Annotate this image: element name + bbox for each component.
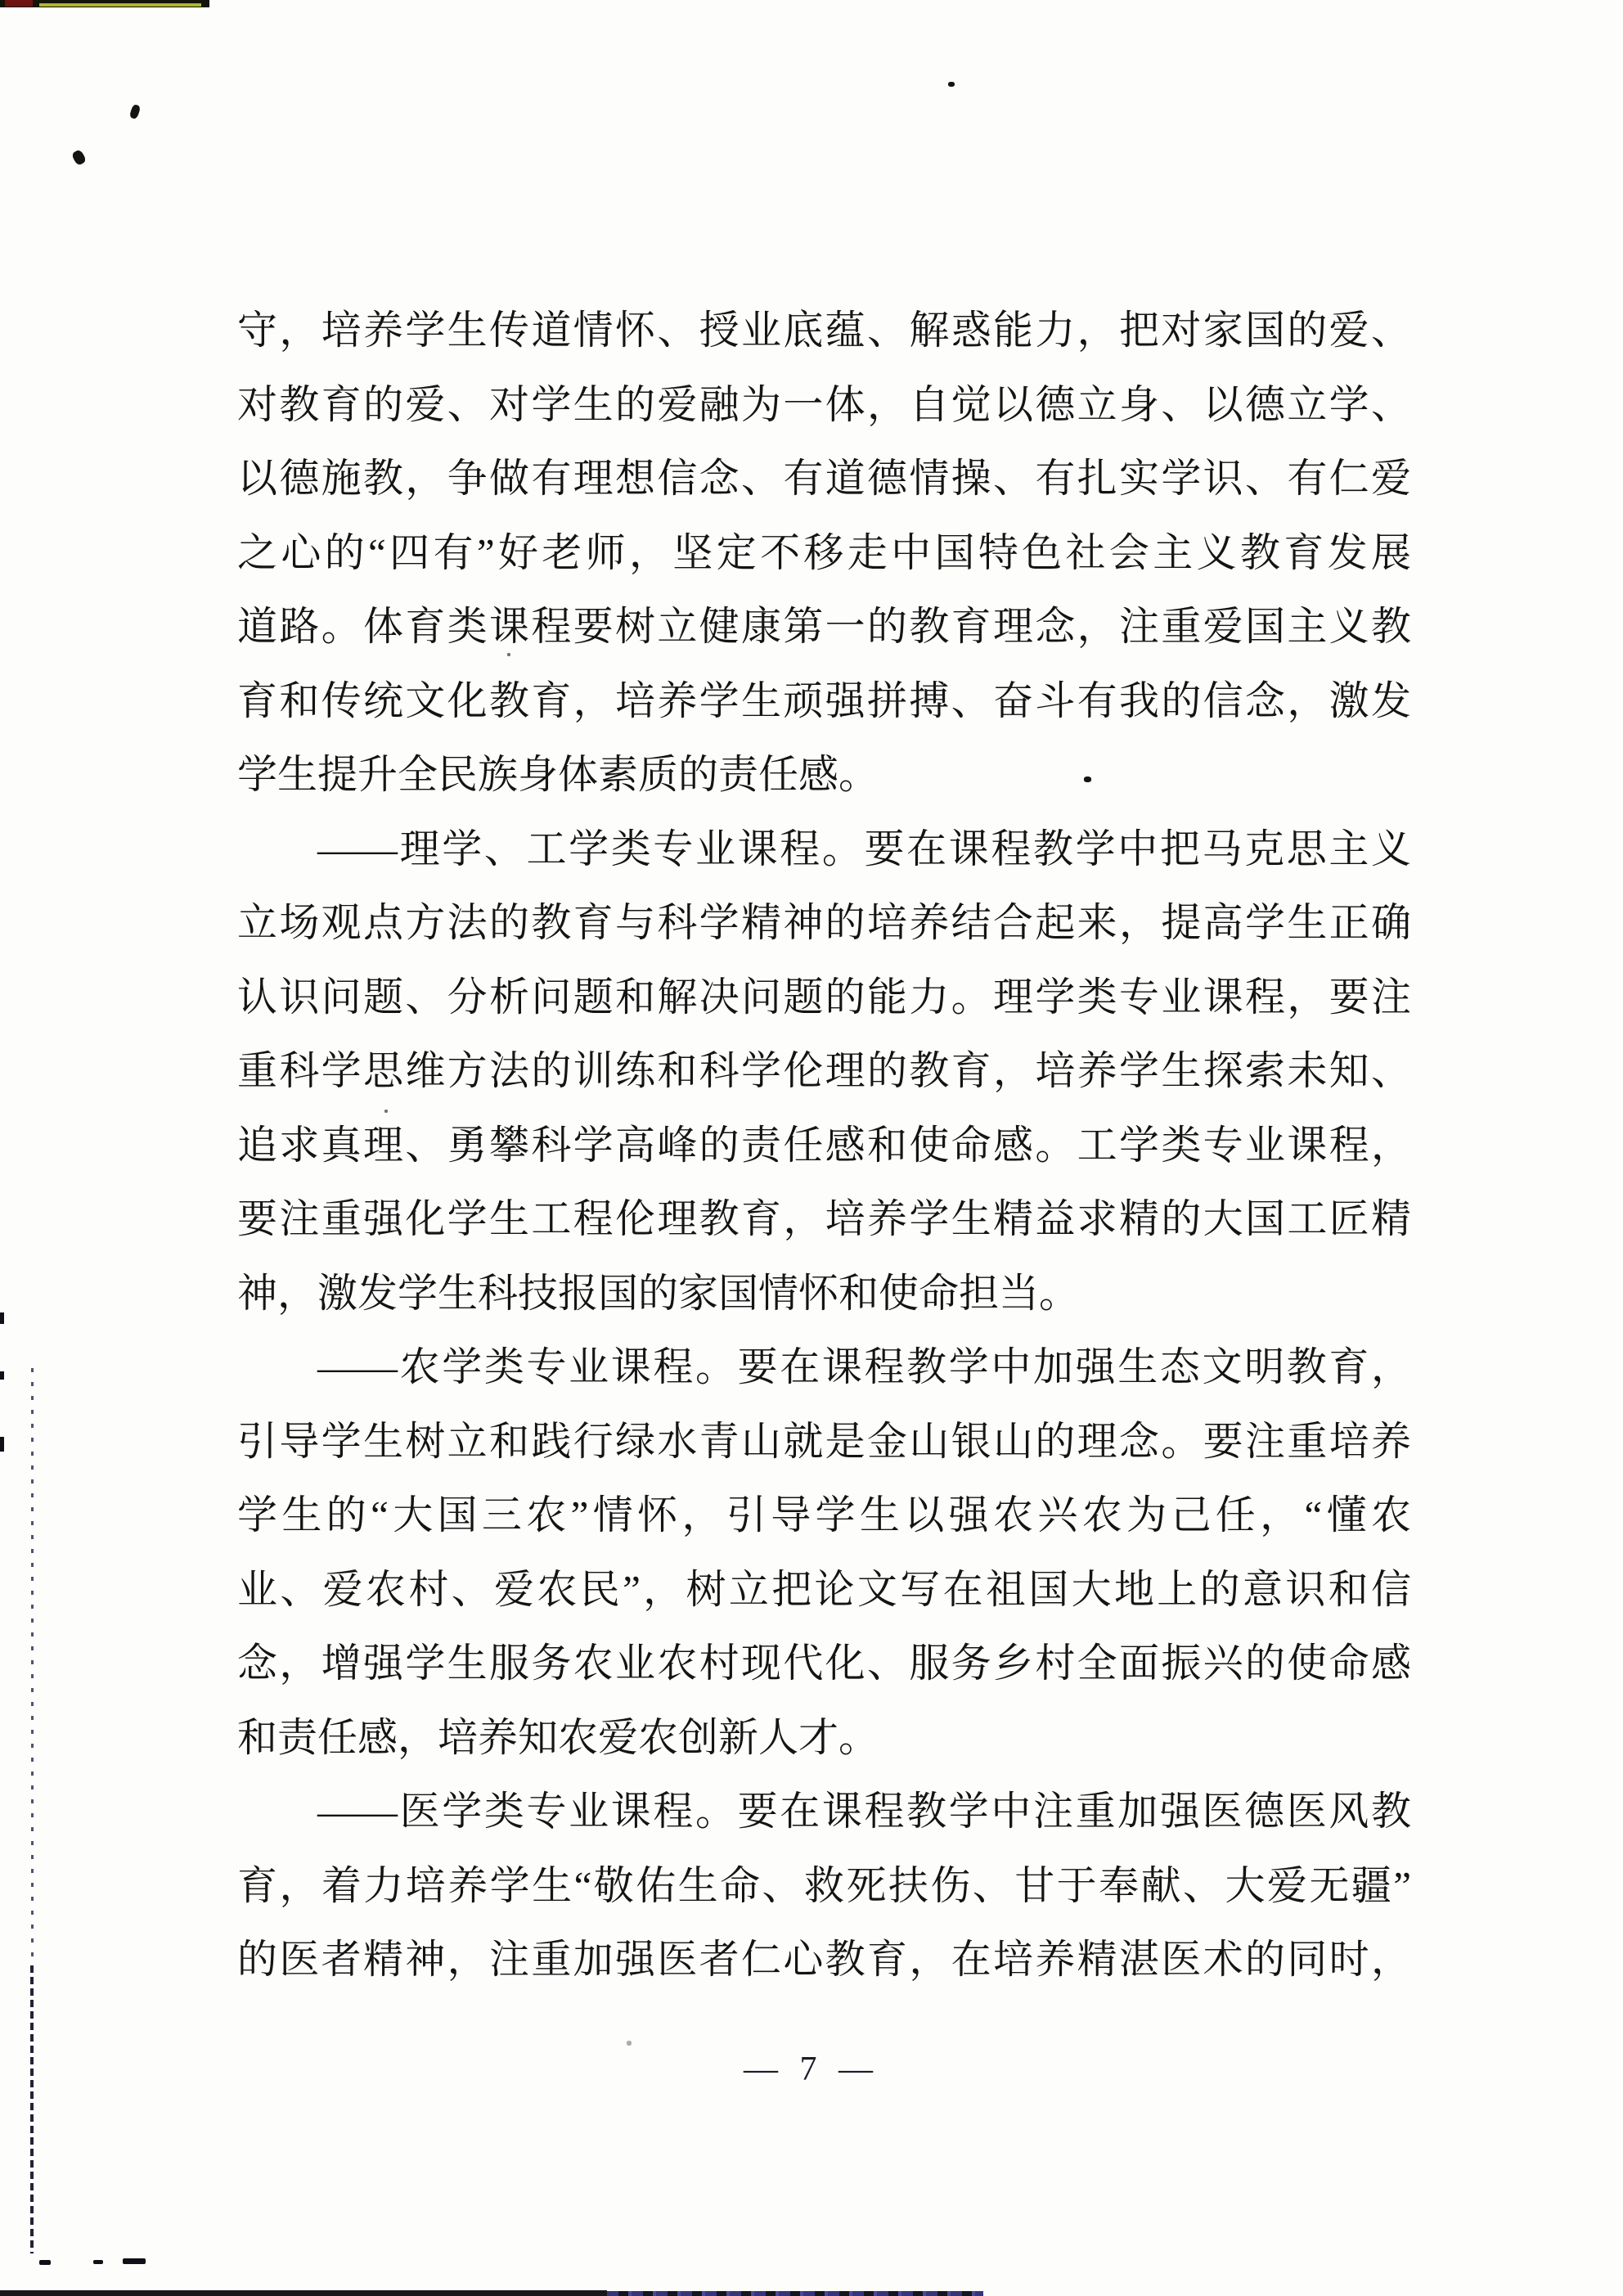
text-line: 引导学生树立和践行绿水青山就是金山银山的理念。要注重培养 bbox=[237, 1418, 1411, 1464]
text-line-paragraph-start: ——医学类专业课程。要在课程教学中注重加强医德医风教 bbox=[317, 1789, 1411, 1834]
scan-left-dotted-line-upper bbox=[31, 1368, 34, 1965]
scan-speck bbox=[129, 104, 142, 119]
text-line: 立场观点方法的教育与科学精神的培养结合起来，提高学生正确 bbox=[237, 900, 1411, 945]
scan-bottom-edge-strip bbox=[0, 2290, 607, 2296]
text-line-paragraph-start: ——农学类专业课程。要在课程教学中加强生态文明教育， bbox=[317, 1344, 1411, 1389]
text-line: 学生提升全民族身体素质的责任感。 bbox=[237, 752, 879, 797]
scan-dash-mark bbox=[39, 2260, 51, 2265]
text-line: 守，培养学生传道情怀、授业底蕴、解惑能力，把对家国的爱、 bbox=[237, 308, 1411, 353]
scan-speck bbox=[627, 2041, 632, 2046]
scan-edge-speck bbox=[0, 1437, 4, 1452]
text-line: 的医者精神，注重加强医者仁心教育，在培养精湛医术的同时， bbox=[237, 1937, 1411, 1982]
text-line: 育，着力培养学生“敬佑生命、救死扶伤、甘于奉献、大爱无疆” bbox=[237, 1862, 1411, 1908]
text-line: 重科学思维方法的训练和科学伦理的教育，培养学生探索未知、 bbox=[237, 1048, 1411, 1093]
document-body bbox=[237, 294, 1411, 1997]
text-line: 育和传统文化教育，培养学生顽强拼搏、奋斗有我的信念，激发 bbox=[237, 678, 1411, 723]
scan-speck bbox=[948, 82, 955, 87]
scan-top-edge-yellow-mark bbox=[39, 3, 201, 7]
text-line: 以德施教，争做有理想信念、有道德情操、有扎实学识、有仁爱 bbox=[237, 456, 1411, 501]
text-line: 对教育的爱、对学生的爱融为一体，自觉以德立身、以德立学、 bbox=[237, 381, 1411, 427]
text-line: 之心的“四有”好老师，坚定不移走中国特色社会主义教育发展 bbox=[237, 529, 1411, 575]
scan-edge-speck bbox=[0, 1371, 4, 1380]
text-line: 念，增强学生服务农业农村现代化、服务乡村全面振兴的使命感 bbox=[237, 1641, 1411, 1686]
text-line: 和责任感，培养知农爱农创新人才。 bbox=[237, 1714, 879, 1760]
text-line: 追求真理、勇攀科学高峰的责任感和使命感。工学类专业课程， bbox=[237, 1122, 1411, 1168]
text-line: 道路。体育类课程要树立健康第一的教育理念，注重爱国主义教 bbox=[237, 604, 1411, 649]
scan-dash-mark bbox=[123, 2258, 146, 2264]
text-line: 业、爱农村、爱农民”，树立把论文写在祖国大地上的意识和信 bbox=[237, 1566, 1411, 1612]
text-line: 要注重强化学生工程伦理教育，培养学生精益求精的大国工匠精 bbox=[237, 1196, 1411, 1241]
scan-left-dotted-line-lower bbox=[30, 1965, 34, 2253]
page-number: — 7 — bbox=[744, 2051, 879, 2088]
text-line-paragraph-start: ——理学、工学类专业课程。要在课程教学中把马克思主义 bbox=[317, 826, 1411, 871]
text-line: 认识问题、分析问题和解决问题的能力。理学类专业课程，要注 bbox=[237, 974, 1411, 1020]
scan-speck bbox=[71, 149, 88, 166]
scan-bottom-edge-blue-strip bbox=[607, 2291, 983, 2296]
text-line: 学生的“大国三农”情怀，引导学生以强农兴农为己任，“懂农 bbox=[237, 1492, 1411, 1537]
scan-top-edge-red-mark bbox=[5, 0, 33, 7]
text-line: 神，激发学生科技报国的家国情怀和使命担当。 bbox=[237, 1270, 1080, 1316]
scan-dash-mark bbox=[93, 2260, 103, 2264]
scan-edge-speck bbox=[0, 1312, 4, 1324]
